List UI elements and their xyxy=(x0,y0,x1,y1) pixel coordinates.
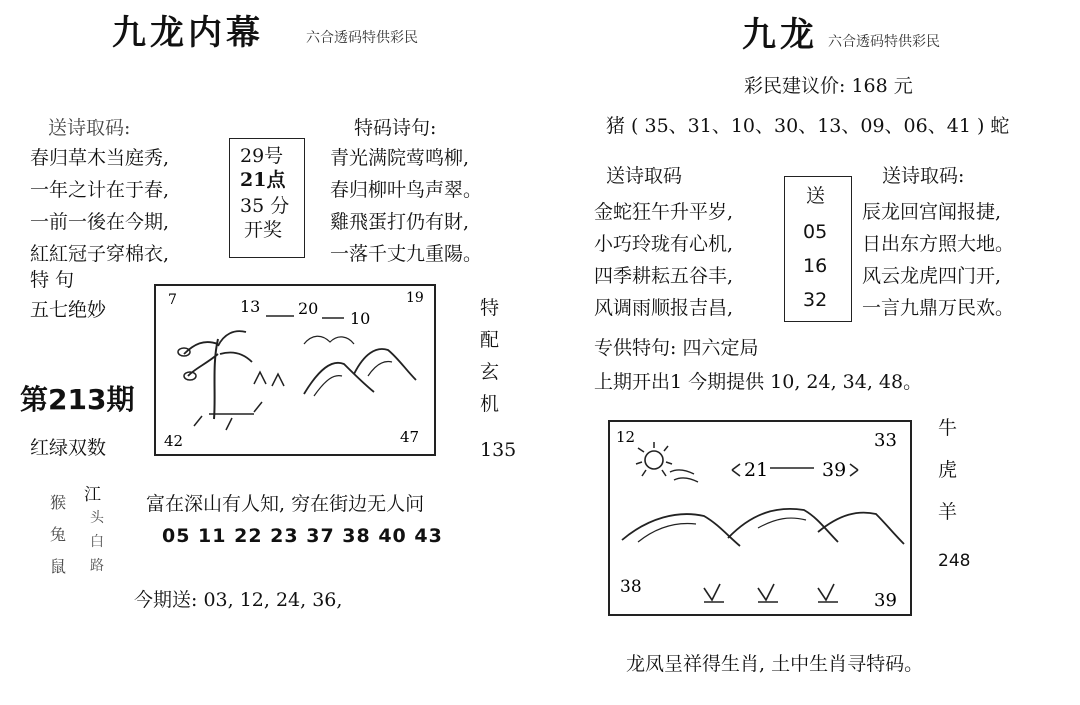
right-send-poem-label-right: 送诗取码: xyxy=(882,165,965,187)
poem-line: 辰龙回宫闻报捷, xyxy=(862,201,1002,223)
zodiac-vertical-char: 猴 xyxy=(50,493,67,512)
sketch-number: 38 xyxy=(620,577,642,597)
tema-poem-label: 特码诗句: xyxy=(354,117,437,139)
right-sketch-picture xyxy=(608,420,912,616)
poem-line: 青光满院莺鸣柳, xyxy=(330,147,470,169)
sketch-number: 12 xyxy=(616,428,636,446)
side-vertical-char: 特 xyxy=(480,297,500,319)
side-number: 248 xyxy=(938,551,971,571)
poem-line: 风云龙虎四门开, xyxy=(862,265,1002,287)
send-box-line: 32 xyxy=(803,289,828,311)
poem-line: 春归草木当庭秀, xyxy=(30,147,170,169)
special-line: 专供特句: 四六定局 xyxy=(594,337,759,359)
left-title: 九龙内幕 xyxy=(112,13,264,53)
side-vertical-char: 机 xyxy=(480,393,500,415)
poem-line: 一年之计在于春, xyxy=(30,179,170,201)
send-box-line: 送 xyxy=(806,185,826,207)
zodiac-vertical-char: 兔 xyxy=(50,525,67,544)
draw-box-line: 35 分 xyxy=(240,195,290,217)
poem-line: 一前一後在今期, xyxy=(30,211,170,233)
riches-line: 富在深山有人知, 穷在街边无人问 xyxy=(146,493,425,515)
right-subtitle: 六合透码特供彩民 xyxy=(828,34,940,50)
poem-line: 一落千丈九重陽。 xyxy=(330,243,483,265)
sketch-number: 39 xyxy=(822,459,847,481)
poem-line: 金蛇狂午升平岁, xyxy=(594,201,734,223)
draw-box-line: 开奖 xyxy=(244,219,283,241)
sketch-number: 10 xyxy=(350,309,371,328)
poem-line: 小巧玲珑有心机, xyxy=(594,233,734,255)
sketch-number: 39 xyxy=(874,590,897,611)
poem-line: 四季耕耘五谷丰, xyxy=(594,265,734,287)
right-title: 九龙 xyxy=(742,15,818,55)
issue-number: 第213期 xyxy=(20,383,135,416)
send-line: 今期送: 03, 12, 24, 36, xyxy=(134,589,343,611)
side-number: 135 xyxy=(480,439,517,461)
sketch-number: 21 xyxy=(744,459,769,481)
bottom-line: 龙凤呈祥得生肖, 土中生肖寻特码。 xyxy=(626,653,924,675)
left-send-poem-label: 送诗取码: xyxy=(48,117,131,139)
sketch-number: 20 xyxy=(298,299,319,318)
draw-box-line: 21点 xyxy=(240,169,286,191)
right-send-poem-label-left: 送诗取码 xyxy=(606,165,683,187)
sketch-number: 47 xyxy=(400,428,420,446)
price-line: 彩民建议价: 168 元 xyxy=(744,75,913,97)
zodiac-vertical-char: 鼠 xyxy=(50,557,67,576)
river-vertical-char: 白 xyxy=(90,534,104,550)
poem-line: 一言九鼎万民欢。 xyxy=(862,297,1015,319)
pig-line: 猪 ( 35、31、10、30、13、09、06、41 ) 蛇 xyxy=(606,115,1010,137)
special-label: 特 句 xyxy=(30,269,75,291)
sketch-number: 33 xyxy=(874,430,897,451)
river-vertical-char: 头 xyxy=(90,510,104,526)
poem-line: 紅紅冠子穿棉衣, xyxy=(30,243,170,265)
sketch-number: 7 xyxy=(168,292,177,308)
sketch-number: 19 xyxy=(406,290,424,306)
left-sketch-picture xyxy=(154,284,436,456)
poem-line: 春归柳叶鸟声翠。 xyxy=(330,179,483,201)
red-green-label: 红绿双数 xyxy=(30,437,107,459)
sketch-number: 13 xyxy=(240,297,261,316)
poem-line: 风调雨顺报吉昌, xyxy=(594,297,734,319)
left-subtitle: 六合透码特供彩民 xyxy=(306,30,418,46)
side-vertical-char: 羊 xyxy=(938,501,958,523)
river-vertical-char: 路 xyxy=(90,558,104,574)
send-box-line: 16 xyxy=(803,255,828,277)
side-vertical-char: 配 xyxy=(480,329,500,351)
numbers-line: 05 11 22 23 37 38 40 43 xyxy=(162,525,443,547)
poem-line: 雞飛蛋打仍有財, xyxy=(330,211,470,233)
draw-box-line: 29号 xyxy=(240,145,284,167)
last-period-line: 上期开出1 今期提供 10, 24, 34, 48。 xyxy=(594,371,923,393)
send-box-line: 05 xyxy=(803,221,828,243)
river-vertical-char: 江 xyxy=(84,485,101,505)
side-vertical-char: 玄 xyxy=(480,361,500,383)
five-seven-label: 五七绝妙 xyxy=(30,299,107,321)
side-vertical-char: 牛 xyxy=(938,417,958,439)
side-vertical-char: 虎 xyxy=(938,459,958,481)
sketch-number: 42 xyxy=(164,432,184,450)
poem-line: 日出东方照大地。 xyxy=(862,233,1015,255)
